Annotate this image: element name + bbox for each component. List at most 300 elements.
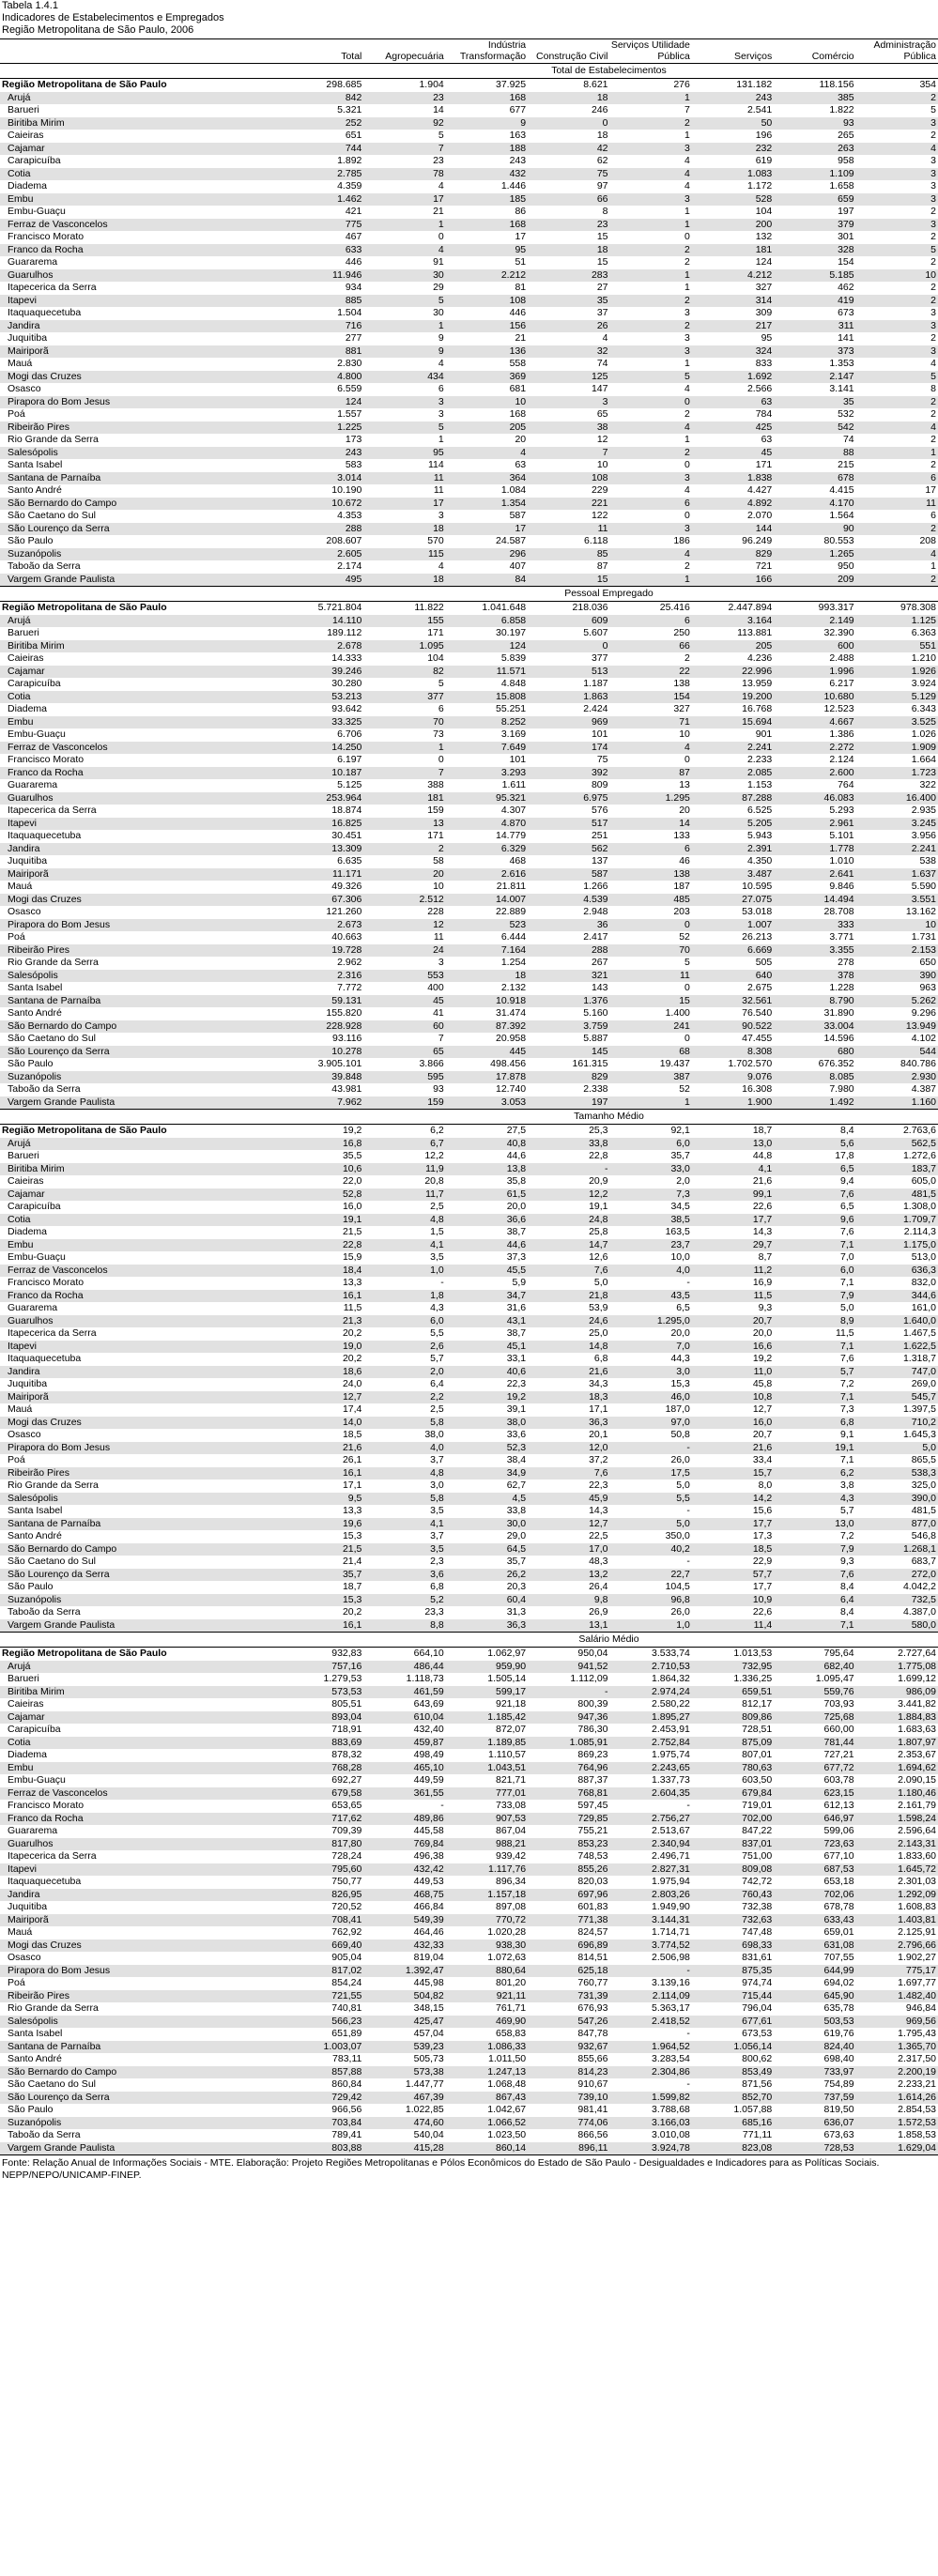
table-cell: 2	[930, 231, 936, 242]
municipality-name: São Lourenço da Serra	[0, 2092, 282, 2105]
municipality-name: Salesópolis	[0, 1493, 282, 1506]
table-cell: 10,9	[692, 1594, 774, 1607]
table-cell: 6	[610, 498, 692, 511]
table-cell: 7,6	[528, 1265, 609, 1278]
table-cell: 467,39	[363, 2092, 445, 2105]
table-cell: 20	[363, 868, 445, 882]
table-cell: 2.161,79	[898, 1800, 936, 1811]
table-row	[0, 269, 938, 283]
table-row	[0, 1007, 938, 1020]
municipality-name: Biritiba Mirim	[0, 1686, 282, 1699]
table-cell: 2.496,71	[652, 1850, 690, 1862]
table-cell: 38,0	[424, 1429, 444, 1440]
table-cell: 708,41	[282, 1914, 363, 1927]
table-cell: 6,5	[774, 1163, 855, 1176]
table-cell: 241	[610, 1020, 692, 1034]
column-header: Total	[341, 50, 362, 62]
table-row	[0, 1341, 938, 1354]
table-cell: 388	[427, 779, 444, 790]
table-cell: 1.572,53	[856, 2117, 938, 2130]
table-cell: 163,5	[665, 1226, 690, 1237]
table-row	[0, 1556, 938, 1569]
table-cell: 2.756,27	[610, 1813, 692, 1826]
table-cell: 1.795,43	[898, 2028, 936, 2039]
table-cell: 3	[856, 117, 938, 130]
table-cell: 733,97	[774, 2066, 855, 2079]
table-cell: 232	[692, 143, 774, 156]
table-cell: 5.607	[583, 627, 608, 638]
table-cell: 875,35	[692, 1965, 774, 1978]
table-row	[0, 484, 938, 498]
table-row	[0, 2104, 938, 2117]
table-cell: 13,0	[692, 1138, 774, 1151]
table-cell: 650	[919, 957, 936, 968]
table-cell: 651,89	[331, 2028, 362, 2039]
table-cell: 11,5	[692, 1290, 774, 1303]
table-cell: 11	[433, 931, 444, 943]
table-row	[0, 1711, 938, 1725]
table-cell: 2.675	[746, 982, 773, 993]
municipality-name: Osasco	[8, 1952, 41, 1963]
table-cell: 896,11	[528, 2142, 609, 2155]
table-cell: 2	[610, 295, 692, 308]
table-cell: 4.667	[774, 716, 855, 729]
table-cell: 1.185,42	[446, 1711, 528, 1725]
municipality-name: Santo André	[8, 1530, 62, 1541]
table-cell: 677,72	[774, 1762, 855, 1775]
table-cell: 1,8	[363, 1290, 445, 1303]
table-cell: 2.763,6	[902, 1125, 936, 1136]
table-cell: 1.117,76	[446, 1863, 528, 1877]
table-cell: 9.846	[829, 881, 854, 892]
table-cell: 22,8	[282, 1239, 363, 1252]
table-cell: 764	[838, 779, 854, 790]
table-cell: 468	[509, 855, 527, 866]
table-cell: 852,70	[692, 2092, 774, 2105]
table-cell: 1.775,08	[856, 1661, 938, 1674]
municipality-name: Itaquaquecetuba	[8, 307, 82, 318]
table-cell: 2.338	[583, 1083, 608, 1095]
table-cell: 8.790	[774, 995, 855, 1008]
table-cell: 34,5	[670, 1201, 690, 1212]
table-cell: 6.975	[528, 792, 609, 805]
table-cell: 16,8	[282, 1138, 363, 1151]
table-cell: 6.197	[337, 754, 362, 765]
municipality-name: Caieiras	[8, 652, 44, 664]
table-cell: 5,7	[774, 1366, 855, 1379]
table-cell: 218.036	[572, 602, 608, 613]
table-cell: 419	[774, 295, 855, 308]
table-cell: 1.095	[363, 640, 445, 653]
table-cell: 45,9	[528, 1493, 609, 1506]
table-cell: 1	[684, 206, 690, 217]
table-cell: 196	[755, 130, 773, 141]
table-cell: 14,8	[528, 1341, 609, 1354]
table-cell: 11	[610, 970, 692, 983]
table-cell: 278	[838, 957, 854, 968]
table-cell: 8,9	[774, 1315, 855, 1328]
table-cell: 70	[363, 716, 445, 729]
municipality-name: Cotia	[0, 168, 282, 181]
table-cell: 425,47	[363, 2016, 445, 2029]
table-cell: 121.260	[326, 906, 362, 917]
table-cell: 24.587	[496, 535, 527, 546]
table-cell: 16.768	[742, 703, 773, 714]
table-cell: 8.085	[774, 1071, 855, 1084]
municipality-name: Pirapora do Bom Jesus	[0, 1965, 282, 1978]
table-cell: 5,0	[593, 1277, 608, 1288]
table-cell: 11	[363, 472, 445, 485]
municipality-name: São Caetano do Sul	[8, 2078, 96, 2090]
table-cell: 22.996	[692, 666, 774, 679]
table-cell: 16,0	[342, 1201, 362, 1212]
municipality-name: Santa Isabel	[8, 459, 63, 470]
table-cell: 860,84	[331, 2078, 362, 2090]
table-cell: 156	[446, 320, 528, 333]
table-cell: 208.607	[326, 535, 362, 546]
table-cell: 250	[673, 627, 690, 638]
table-row	[0, 1876, 938, 1889]
table-cell: 676,93	[577, 2002, 608, 2014]
table-row	[0, 79, 938, 92]
table-cell: 0	[610, 919, 692, 932]
table-cell: 15,3	[282, 1594, 363, 1607]
table-cell: 682,40	[774, 1661, 855, 1674]
table-cell: 2	[930, 130, 936, 141]
table-cell: 1.266	[583, 881, 608, 892]
municipality-name: Guararema	[8, 779, 58, 790]
table-cell: 1	[363, 742, 445, 755]
table-row	[0, 155, 938, 168]
table-cell: 20,2	[342, 1353, 362, 1364]
table-cell: 5.129	[856, 691, 938, 704]
municipality-name: Guarulhos	[0, 792, 282, 805]
table-cell: 5,2	[363, 1594, 445, 1607]
table-cell: 716	[282, 320, 363, 333]
table-body	[0, 64, 938, 2155]
section-header-row	[0, 1110, 938, 1125]
table-cell: 1.041.648	[482, 602, 527, 613]
table-cell: 298.685	[326, 79, 362, 90]
table-cell: 762,92	[331, 1926, 362, 1938]
table-cell: 369	[446, 371, 528, 384]
table-cell: 9	[438, 332, 444, 344]
table-cell: 532	[838, 408, 854, 420]
table-cell: 466,84	[413, 1901, 444, 1912]
table-cell: 283	[528, 269, 609, 283]
municipality-name: São Paulo	[8, 535, 54, 546]
table-cell: 6.444	[500, 931, 527, 943]
table-cell: 1.446	[500, 180, 527, 192]
table-cell: 171	[427, 830, 444, 841]
table-row	[0, 1302, 938, 1315]
table-cell: 13,3	[342, 1277, 362, 1288]
table-cell: 7.164	[446, 944, 528, 958]
table-cell: 9,8	[528, 1594, 609, 1607]
section-header-row	[0, 1633, 938, 1648]
table-cell: 181	[363, 792, 445, 805]
table-row	[0, 1378, 938, 1391]
table-cell: 15,9	[342, 1251, 362, 1263]
table-cell: 84	[446, 574, 528, 587]
table-cell: -	[686, 1800, 690, 1811]
table-cell: 16,1	[282, 1290, 363, 1303]
table-cell: 2	[930, 408, 936, 420]
table-cell: 10.918	[446, 995, 528, 1008]
table-cell: 11.171	[282, 868, 363, 882]
table-cell: 6,8	[593, 1353, 608, 1364]
table-cell: 24	[363, 944, 445, 958]
table-cell: 1.254	[500, 957, 527, 968]
table-cell: 1,5	[430, 1226, 444, 1237]
table-cell: 7,6	[840, 1353, 854, 1364]
table-cell: 29	[433, 282, 444, 293]
table-row	[0, 2053, 938, 2066]
table-cell: 265	[838, 130, 854, 141]
table-cell: 1.683,63	[898, 1724, 936, 1735]
table-cell: 4,8	[363, 1467, 445, 1480]
table-cell: 26,2	[446, 1569, 528, 1582]
table-cell: 3.053	[446, 1096, 528, 1110]
municipality-name: Francisco Morato	[8, 754, 85, 765]
table-cell: 20.958	[496, 1033, 527, 1044]
table-title: Indicadores de Estabelecimentos e Empregados	[2, 12, 224, 23]
table-cell: -	[610, 1442, 692, 1455]
table-cell: 2.353,67	[898, 1749, 936, 1760]
table-row	[0, 754, 938, 767]
table-cell: 553	[363, 970, 445, 983]
table-cell: 87.392	[446, 1020, 528, 1034]
table-cell: 311	[774, 320, 855, 333]
table-cell: 784	[755, 408, 773, 420]
municipality-name: Região Metropolitana de São Paulo	[2, 602, 167, 613]
table-cell: 7,9	[774, 1290, 855, 1303]
table-cell: 3.551	[856, 894, 938, 907]
table-cell: 6,0	[363, 1315, 445, 1328]
municipality-name: Vargem Grande Paulista	[0, 574, 282, 587]
table-cell: 5	[438, 678, 444, 689]
table-row	[0, 1569, 938, 1582]
table-cell: 0	[610, 396, 692, 409]
table-cell: 1.084	[500, 484, 527, 496]
table-cell: 171	[755, 459, 773, 470]
table-cell: 692,27	[331, 1774, 362, 1786]
table-row	[0, 472, 938, 485]
table-cell: 1.692	[692, 371, 774, 384]
table-cell: 2.512	[363, 894, 445, 907]
table-cell: 12,0	[528, 1442, 609, 1455]
table-cell: 87	[610, 767, 692, 780]
table-cell: 43,5	[610, 1290, 692, 1303]
table-cell: 610,04	[363, 1711, 445, 1725]
table-row	[0, 1901, 938, 1914]
table-cell: 780,63	[692, 1762, 774, 1775]
table-cell: 22,9	[752, 1556, 773, 1567]
table-cell: 1.658	[829, 180, 854, 192]
municipality-name: Arujá	[0, 615, 282, 628]
table-cell: 104	[755, 206, 773, 217]
municipality-name: Poá	[8, 1454, 25, 1465]
table-cell: 721,55	[282, 1990, 363, 2003]
table-cell: 9.296	[911, 1007, 936, 1019]
table-cell: 733,08	[496, 1800, 527, 1811]
table-cell: 4	[602, 332, 608, 344]
table-cell: 19,1	[774, 1442, 855, 1455]
table-cell: 587	[528, 868, 609, 882]
table-cell: 45,8	[752, 1378, 773, 1389]
table-cell: 36,3	[446, 1619, 528, 1633]
table-cell: 5.160	[583, 1007, 608, 1019]
table-cell: 11,5	[835, 1327, 854, 1339]
municipality-name: Guarulhos	[0, 269, 282, 283]
table-row	[0, 371, 938, 384]
table-cell: 432	[446, 168, 528, 181]
table-cell: 50	[692, 117, 774, 130]
table-cell: 631,08	[774, 1940, 855, 1953]
table-cell: -	[440, 1277, 444, 1288]
municipality-name: Mogi das Cruzes	[0, 894, 282, 907]
table-cell: 1.118,73	[406, 1673, 444, 1684]
table-cell: 1	[363, 219, 445, 232]
table-cell: 855,66	[577, 2053, 608, 2064]
municipality-name: Mauá	[8, 1926, 33, 1938]
table-cell: 187	[673, 881, 690, 892]
table-cell: 6	[610, 843, 692, 856]
table-cell: 33.004	[774, 1020, 855, 1034]
table-cell: 2.600	[774, 767, 855, 780]
table-cell: 538,3	[856, 1467, 938, 1480]
table-cell: 45,1	[446, 1341, 528, 1354]
table-cell: 269,0	[911, 1378, 936, 1389]
table-cell: 901	[755, 728, 773, 740]
table-cell: 33,0	[610, 1163, 692, 1176]
table-row	[0, 2016, 938, 2029]
table-cell: 0	[684, 1033, 690, 1044]
table-cell: 93	[433, 1083, 444, 1095]
table-cell: 3	[856, 320, 938, 333]
table-cell: 750,77	[331, 1876, 362, 1887]
table-row	[0, 2092, 938, 2105]
table-cell: 2.418,52	[610, 2016, 692, 2029]
table-cell: 4.848	[500, 678, 527, 689]
table-cell: 1.003,07	[282, 2041, 363, 2054]
table-cell: 673,63	[823, 2129, 854, 2140]
table-cell: 63	[692, 396, 774, 409]
table-cell: 23,3	[424, 1606, 444, 1618]
table-cell: 625,18	[528, 1965, 609, 1978]
table-cell: 43,1	[446, 1315, 528, 1328]
table-cell: 5.721.804	[317, 602, 362, 613]
table-cell: 653,18	[823, 1876, 854, 1887]
table-cell: 786,30	[577, 1724, 608, 1735]
table-cell: 8.621	[583, 79, 608, 90]
table-cell: 141	[838, 332, 854, 344]
table-cell: 3	[856, 168, 938, 181]
table-cell: 764,96	[528, 1762, 609, 1775]
table-cell: 623,15	[774, 1787, 855, 1801]
table-cell: 1.068,48	[487, 2078, 527, 2090]
table-cell: 1.247,13	[446, 2066, 528, 2079]
table-row	[0, 957, 938, 970]
table-cell: 7,0	[840, 1251, 854, 1263]
table-cell: 3.956	[911, 830, 936, 841]
table-cell: 2.785	[282, 168, 363, 181]
municipality-name: Santana de Parnaíba	[0, 2041, 282, 2054]
table-cell: 93	[774, 117, 855, 130]
table-cell: 81	[515, 282, 527, 293]
table-cell: 619,76	[823, 2028, 854, 2039]
table-row	[0, 1977, 938, 1990]
table-cell: 16,1	[282, 1467, 363, 1480]
table-cell: 881	[282, 345, 363, 359]
municipality-name: Suzanópolis	[0, 2117, 282, 2130]
table-cell: 23	[528, 219, 609, 232]
table-cell: 2.566	[746, 383, 773, 394]
table-cell: 5	[856, 244, 938, 257]
table-cell: 37,2	[589, 1454, 608, 1465]
table-cell: 333	[774, 919, 855, 932]
table-cell: 446	[345, 256, 362, 268]
table-row	[0, 728, 938, 742]
section-title: Total de Estabelecimentos	[282, 64, 938, 79]
table-cell: 41	[433, 1007, 444, 1019]
table-cell: 12,7	[752, 1403, 773, 1415]
table-cell: 938,30	[446, 1940, 528, 1953]
table-cell: 1.492	[774, 1096, 855, 1110]
table-cell: 4,0	[363, 1442, 445, 1455]
table-cell: 5,5	[430, 1327, 444, 1339]
table-row	[0, 2066, 938, 2079]
table-cell: 5.125	[337, 779, 362, 790]
table-cell: 609	[528, 615, 609, 628]
table-cell: 25,8	[589, 1226, 608, 1237]
table-cell: 1.598,24	[856, 1813, 938, 1826]
table-cell: 205	[692, 640, 774, 653]
table-cell: -	[686, 1277, 690, 1288]
table-cell: 2.641	[774, 868, 855, 882]
table-cell: 988,21	[446, 1838, 528, 1851]
table-cell: 20,8	[424, 1175, 444, 1187]
municipality-name: Vargem Grande Paulista	[0, 1619, 282, 1633]
table-cell: 6.706	[337, 728, 362, 740]
table-cell: 45	[363, 995, 445, 1008]
table-cell: 5.262	[856, 995, 938, 1008]
table-row	[0, 1863, 938, 1877]
table-cell: 32.561	[692, 995, 774, 1008]
table-cell: 2	[610, 447, 692, 460]
table-row	[0, 295, 938, 308]
table-cell: 4.415	[829, 484, 854, 496]
municipality-name: Ferraz de Vasconcelos	[0, 219, 282, 232]
table-cell: 4	[610, 422, 692, 435]
table-cell: 950	[838, 560, 854, 572]
table-row	[0, 1417, 938, 1430]
table-cell: 11	[528, 523, 609, 536]
table-cell: 1,0	[610, 1619, 692, 1633]
table-cell: 34,7	[446, 1290, 528, 1303]
table-cell: 19.437	[659, 1058, 690, 1069]
table-cell: 62,7	[506, 1480, 527, 1491]
table-cell: 16.400	[856, 792, 938, 805]
table-cell: 4.102	[911, 1033, 936, 1044]
table-cell: 115	[363, 548, 445, 561]
table-cell: 1.702.570	[728, 1058, 773, 1069]
table-cell: 4,3	[430, 1302, 444, 1313]
table-row	[0, 1125, 938, 1138]
table-cell: 2.948	[583, 906, 608, 917]
table-cell: 17	[363, 193, 445, 207]
table-row	[0, 1914, 938, 1927]
